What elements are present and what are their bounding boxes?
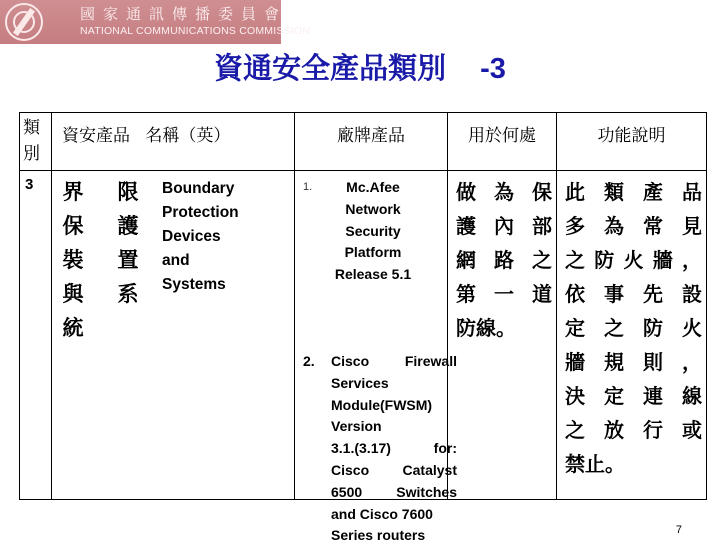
- header-brand: 廠牌產品: [295, 113, 448, 171]
- function-line: 決定連線: [565, 384, 702, 408]
- header-product: [52, 113, 295, 171]
- product-zh-char: 裝: [62, 248, 84, 272]
- page-title: [0, 46, 720, 87]
- function-line: 牆規則，: [565, 350, 702, 374]
- product-zh-char: 界: [62, 180, 84, 204]
- usage-cell: [448, 171, 557, 500]
- product-en-line: Devices: [162, 228, 221, 245]
- brand-line: 3.1.(3.17) for:: [331, 440, 457, 457]
- product-zh-char: 保: [62, 214, 84, 238]
- header-product-en: 名稱（英）: [145, 126, 231, 146]
- brand-line: Cisco Catalyst: [331, 461, 457, 478]
- logo-banner: [0, 0, 311, 44]
- product-en-line: Protection: [162, 204, 239, 221]
- brand-products-cell: [295, 171, 457, 544]
- usage-line: 做為保: [456, 180, 552, 204]
- header-category: 類別: [20, 113, 52, 171]
- logo-name-zh: 國家通訊傳播委員會: [80, 5, 288, 23]
- page-number: 7: [675, 524, 682, 536]
- product-zh-column-2: [116, 175, 140, 311]
- product-name-cell: [52, 171, 295, 500]
- brand-line: Network: [345, 200, 401, 217]
- product-zh-char: 系: [117, 282, 139, 306]
- commission-emblem-icon: [5, 3, 43, 41]
- usage-line: 護內部: [456, 214, 552, 238]
- header-function: 功能說明: [557, 113, 707, 171]
- brand-line: Series routers: [331, 527, 426, 544]
- brand-line: Release 5.1: [334, 266, 412, 283]
- product-en-line: Systems: [162, 276, 226, 293]
- table-row: [20, 171, 707, 500]
- function-line: 之防火牆，: [565, 248, 702, 272]
- product-name-en: [162, 177, 239, 297]
- header-product-zh: 資安產品: [62, 126, 130, 146]
- usage-line: 網路之: [456, 248, 552, 272]
- title-suffix: -3: [480, 53, 506, 85]
- brand-line: Cisco Firewall: [331, 353, 457, 369]
- product-zh-char: 置: [117, 248, 139, 272]
- brand-item-text: [331, 351, 457, 547]
- brand-line: 6500 Switches: [331, 483, 457, 500]
- header-usage: 用於何處: [448, 113, 557, 171]
- title-text: 資通安全產品類別: [214, 51, 447, 85]
- product-zh-column-1: [61, 175, 85, 345]
- function-line: 依事先設: [565, 282, 702, 306]
- brand-line: Version: [331, 418, 382, 435]
- product-zh-char: 護: [117, 214, 139, 238]
- function-line: 之放行或: [565, 418, 702, 442]
- brand-line: Services: [331, 374, 389, 391]
- brand-line: and Cisco 7600: [331, 505, 433, 522]
- function-line: 多為常見: [565, 214, 702, 238]
- category-number: 3: [20, 171, 52, 500]
- brand-item-number: 2.: [303, 353, 315, 369]
- function-line: 此類產品: [565, 180, 702, 204]
- product-en-line: Boundary: [162, 180, 235, 197]
- product-en-line: and: [162, 252, 190, 269]
- function-cell: [557, 171, 707, 500]
- product-zh-char: 統: [62, 316, 84, 340]
- function-line: 禁止。: [565, 452, 625, 476]
- brand-line: Mc.Afee: [346, 179, 400, 195]
- usage-line: 第一道: [456, 282, 552, 306]
- product-zh-char: 與: [62, 282, 84, 306]
- function-line: 定之防火: [565, 316, 702, 340]
- brand-line: Platform: [344, 244, 402, 261]
- brand-line: Security: [345, 222, 401, 239]
- product-category-table: [19, 112, 707, 544]
- brand-line: Module(FWSM): [331, 396, 433, 413]
- usage-line: 防線。: [456, 316, 516, 340]
- product-zh-char: 限: [117, 180, 139, 204]
- brand-item-text: [327, 177, 419, 286]
- header-row: [20, 113, 707, 171]
- brand-item-number: 1.: [303, 181, 313, 193]
- logo-name-en: NATIONAL COMMUNICATIONS COMMISSION: [80, 25, 311, 37]
